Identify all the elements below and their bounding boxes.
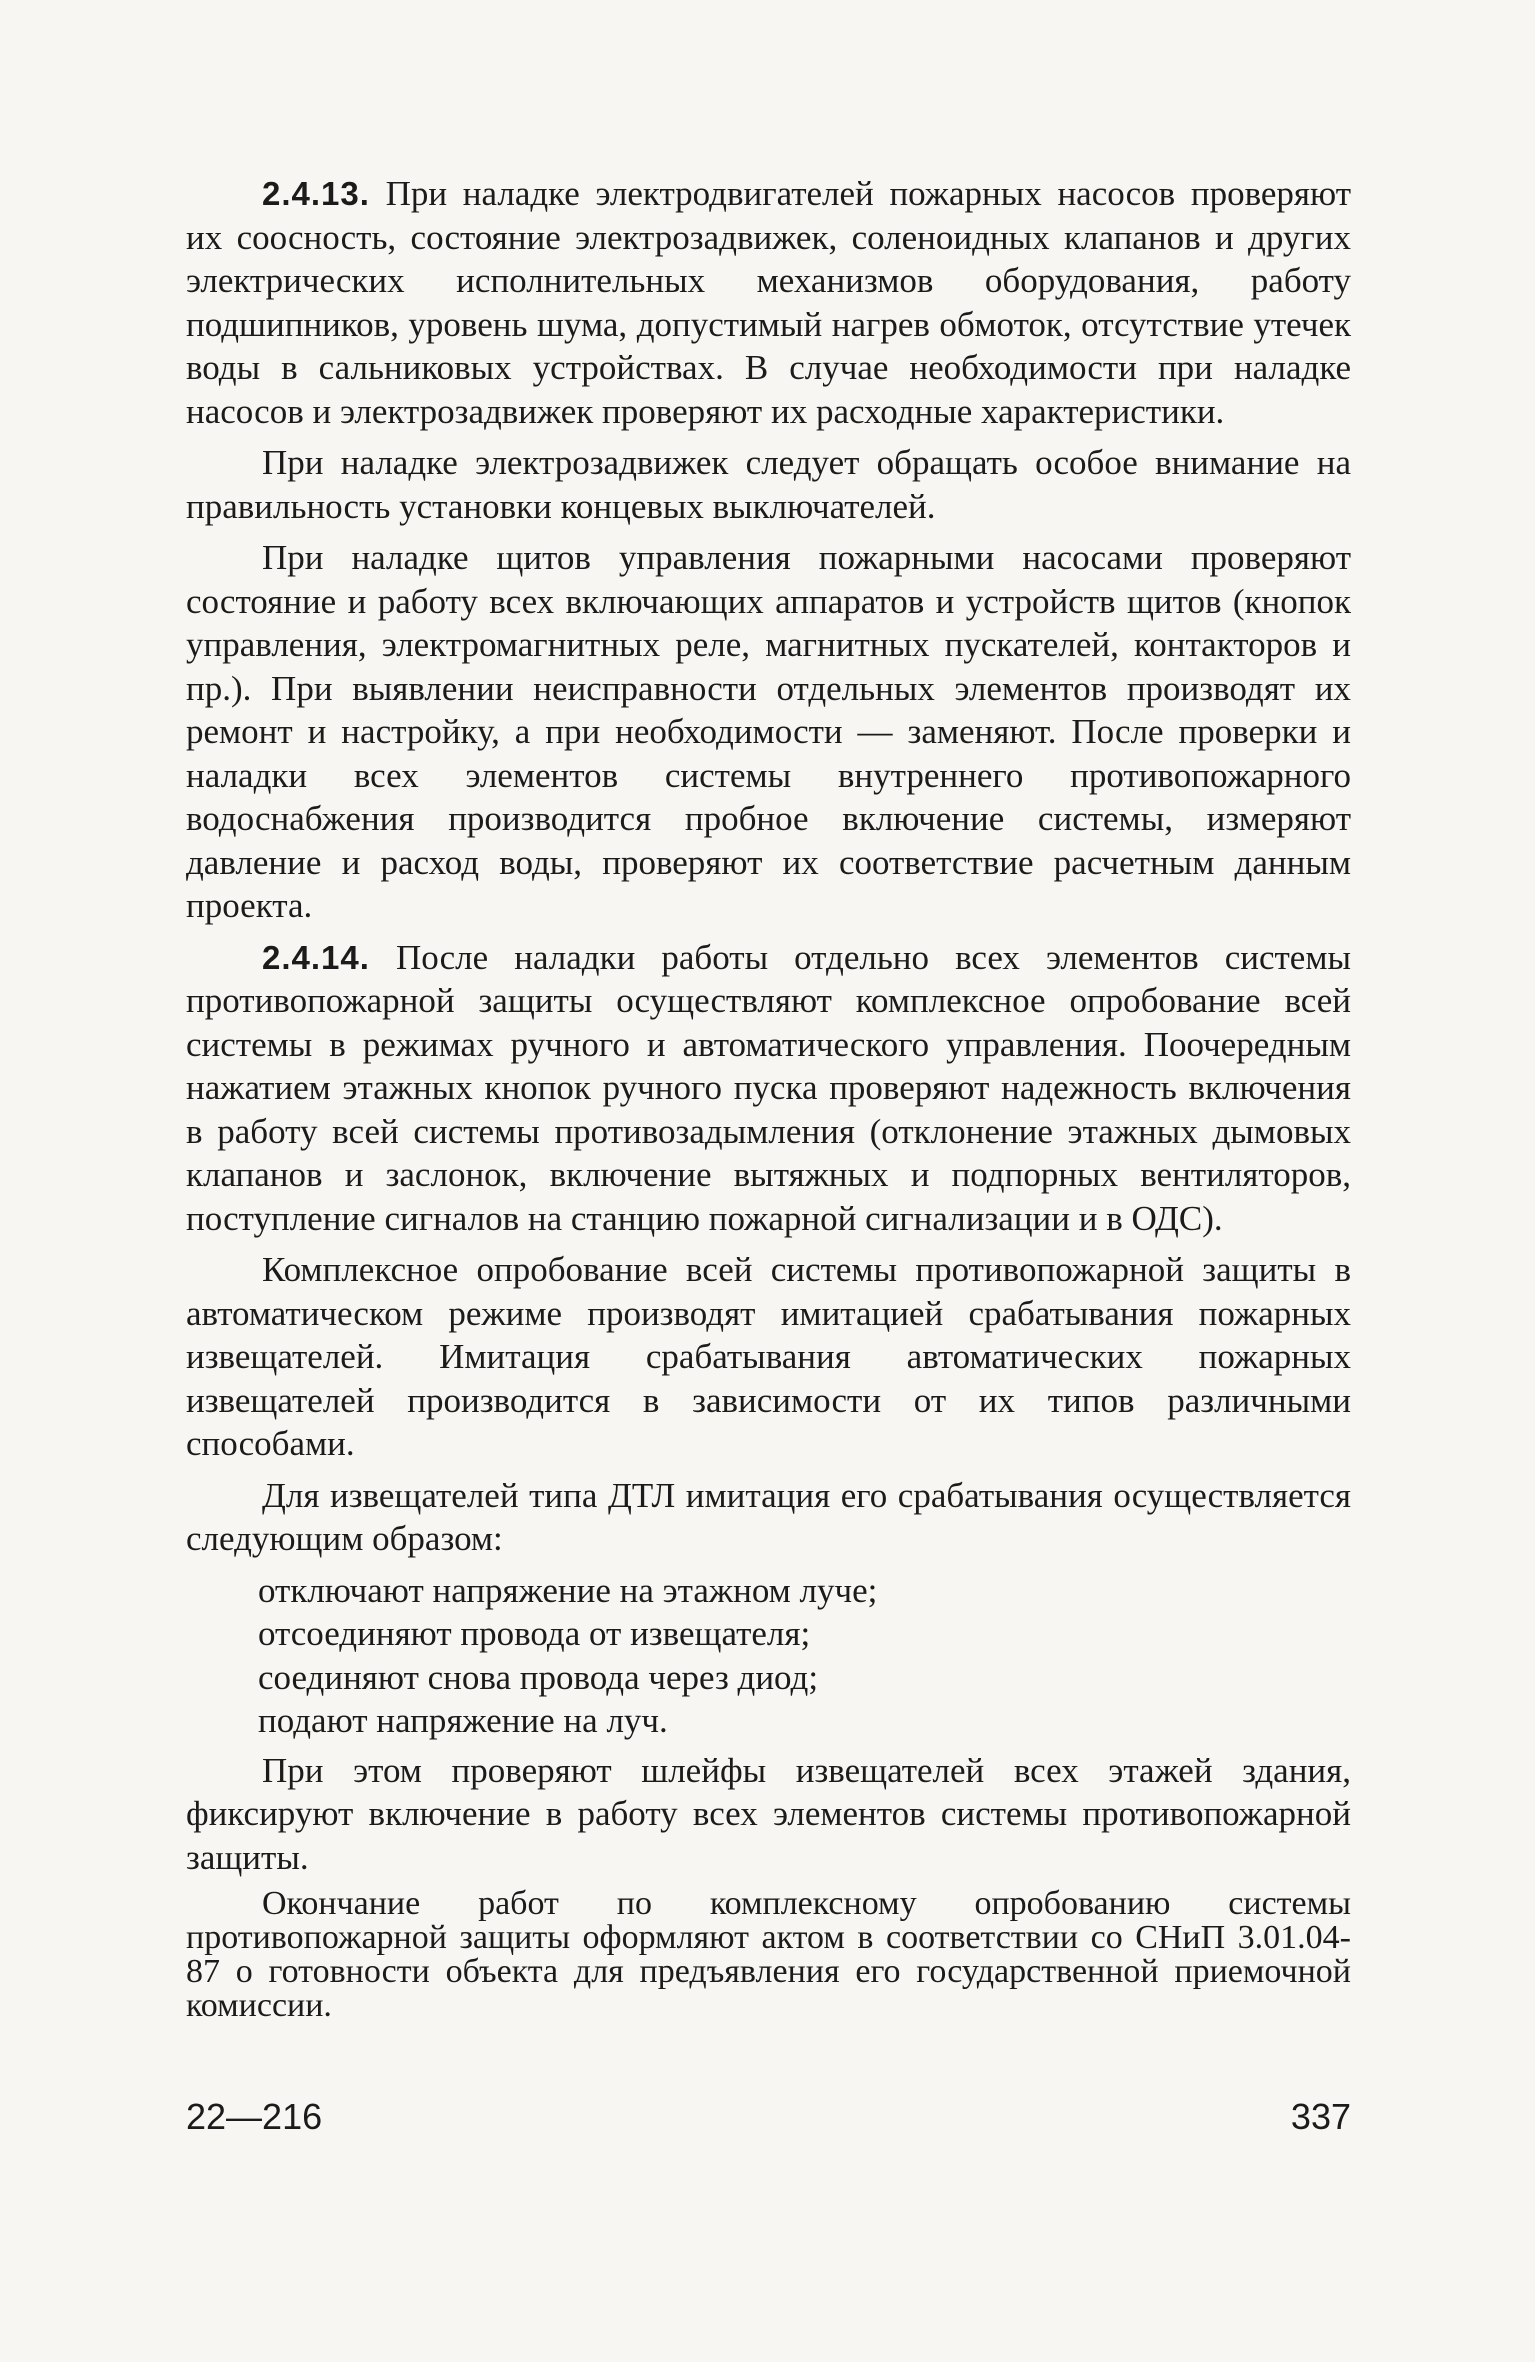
section-number: 2.4.14. [262, 938, 370, 976]
list-item: подают напряжение на луч. [258, 1701, 668, 1740]
signature-mark: 22—216 [186, 2096, 323, 2137]
document-page [186, 172, 1351, 2172]
section-number: 2.4.13. [262, 175, 370, 212]
list-item: отключают напряжение на этажном луче; [258, 1570, 878, 1610]
list-item: отсоединяют провода от извещателя; [258, 1614, 811, 1653]
paragraph-text: При наладке электродвигателей пожарных насосов проверяют их соосность, состояние электрозадвижек, соленоидных клапанов и других электрических исполнительных механизмов оборудования, работу подшипников, уровень шума, допустимый нагрев обмоток, отсутствие утечек воды в сальниковых устройствах. В случае необходимости при наладке насосов и электрозадвижек проверяют их расходные характеристики. [186, 174, 1352, 431]
paragraph-panels: При наладке щитов управления пожарными насосами проверяют состояние и работу всех включающих аппаратов и устройств щитов (кнопок управления, электромагнитных реле, магнитных пускателей, контакторов и пр.). При выявлении неисправности отдельных элементов производят их ремонт и настройку, а при необходимости — заменяют. После проверки и наладки всех элементов системы внутреннего противопожарного водоснабжения производится пробное включение системы, измеряют давление и расход воды, проверяют их соответствие расчетным данным проекта. [186, 538, 1351, 925]
paragraph-final: Окончание работ по комплексному опробованию системы противопожарной защиты оформляют актом в соответствии со СНиП 3.01.04-87 о готовности объекта для предъявления его государственной приемочной комиссии. [186, 1885, 1351, 2024]
list-item: соединяют снова провода через диод; [258, 1657, 819, 1697]
page-footer [186, 2095, 1351, 2145]
paragraph-text: После наладки работы отдельно всех элементов системы противопожарной защиты осуществляют комплексное опробование всей системы в режимах ручного и автоматического управления. Поочередным нажатием этажных кнопок ручного пуска проверяют надежность включения в работу всей системы противозадымления (отклонение этажных дымовых клапанов и заслонок, включение вытяжных и подпорных вентиляторов, поступление сигналов на станцию пожарной сигнализации и в ОДС). [186, 937, 1351, 1238]
paragraph-2-4-13 [186, 172, 1351, 433]
steps-list [186, 1569, 1351, 1743]
paragraph-check: При этом проверяют шлейфы извещателей всех этажей здания, фиксируют включение в работу всех элементов системы противопожарной защиты. [186, 1750, 1351, 1877]
paragraph-valves: При наладке электрозадвижек следует обращать особое внимание на правильность установки концевых выключателей. [186, 443, 1351, 526]
paragraph-2-4-14 [186, 936, 1351, 1241]
page-number: 337 [1290, 2096, 1351, 2137]
paragraph-complex-test: Комплексное опробование всей системы противопожарной защиты в автоматическом режиме производят имитацией срабатывания пожарных извещателей. Имитация срабатывания автоматических пожарных извещателей производится в зависимости от их типов различными способами. [186, 1250, 1351, 1463]
paragraph-dtl: Для извещателей типа ДТЛ имитация его срабатывания осуществляется следующим образом: [186, 1475, 1351, 1558]
